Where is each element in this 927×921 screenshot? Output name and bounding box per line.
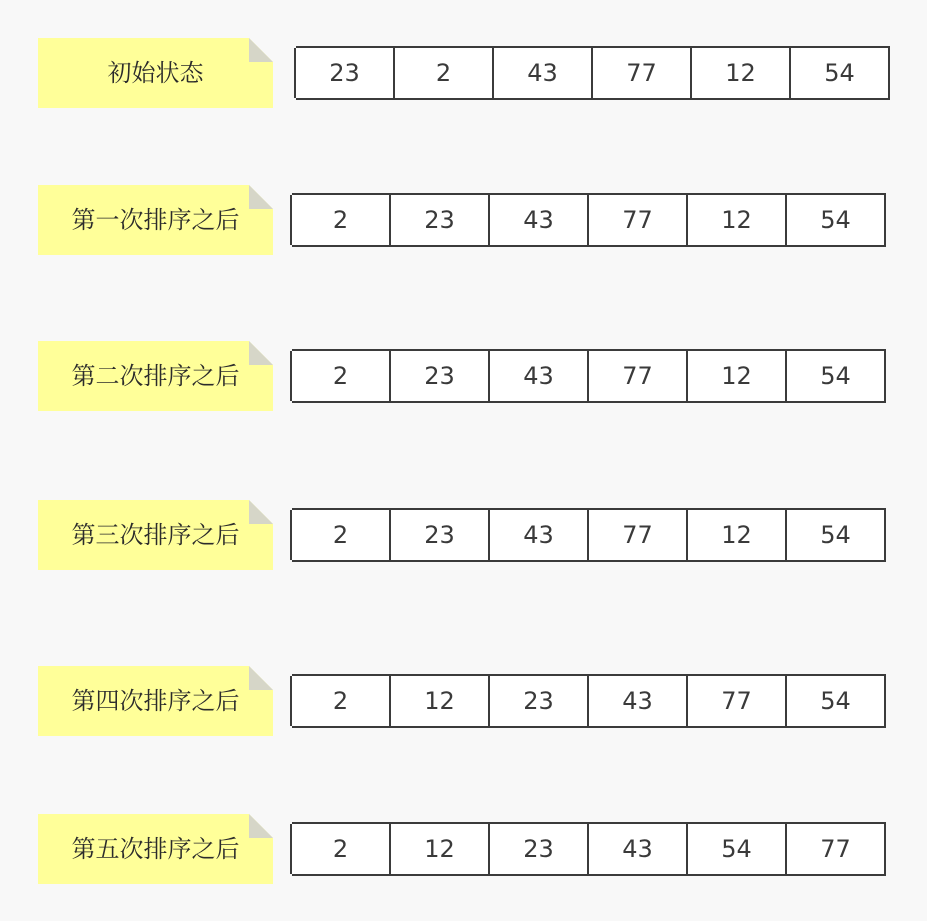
array-cell: 77 <box>688 674 787 728</box>
array-cell: 77 <box>589 193 688 247</box>
array-cells <box>290 676 886 726</box>
array-cell: 23 <box>391 349 490 403</box>
array-cell: 12 <box>692 46 791 100</box>
array-cell: 43 <box>494 46 593 100</box>
stage-row-2 <box>0 341 927 413</box>
array-cell: 12 <box>688 193 787 247</box>
array-cell: 43 <box>589 674 688 728</box>
array-cell: 12 <box>391 822 490 876</box>
stage-label: 第三次排序之后 <box>71 521 240 549</box>
array-cell: 77 <box>787 822 886 876</box>
array-cells <box>290 195 886 245</box>
array-cell: 2 <box>292 193 391 247</box>
array-cell: 23 <box>490 822 589 876</box>
array-cell: 43 <box>490 508 589 562</box>
array-cell: 77 <box>589 508 688 562</box>
array-cell: 54 <box>787 349 886 403</box>
stage-label: 第五次排序之后 <box>71 835 240 863</box>
array-cell: 43 <box>589 822 688 876</box>
stage-row-0 <box>0 38 927 110</box>
array-cell: 2 <box>292 822 391 876</box>
array-cell: 54 <box>688 822 787 876</box>
array-cell: 54 <box>787 193 886 247</box>
stage-row-3 <box>0 500 927 572</box>
array-cell: 54 <box>787 508 886 562</box>
array-cell: 2 <box>292 349 391 403</box>
array-cell: 23 <box>296 46 395 100</box>
array-cell: 12 <box>688 508 787 562</box>
array-cell: 2 <box>395 46 494 100</box>
array-cell: 23 <box>490 674 589 728</box>
array-cell: 77 <box>589 349 688 403</box>
array-cell: 43 <box>490 349 589 403</box>
array-cell: 12 <box>688 349 787 403</box>
array-cell: 54 <box>787 674 886 728</box>
stage-row-5 <box>0 814 927 886</box>
stage-label: 第一次排序之后 <box>71 206 240 234</box>
array-cells <box>290 510 886 560</box>
stage-label: 第四次排序之后 <box>71 687 240 715</box>
stage-label: 初始状态 <box>107 59 204 87</box>
stage-row-4 <box>0 666 927 738</box>
array-cell: 23 <box>391 508 490 562</box>
array-cells <box>294 48 890 98</box>
stage-label: 第二次排序之后 <box>71 362 240 390</box>
array-cell: 77 <box>593 46 692 100</box>
array-cell: 2 <box>292 508 391 562</box>
array-cell: 54 <box>791 46 890 100</box>
array-cell: 12 <box>391 674 490 728</box>
array-cells <box>290 351 886 401</box>
array-cell: 2 <box>292 674 391 728</box>
array-cells <box>290 824 886 874</box>
array-cell: 23 <box>391 193 490 247</box>
stage-row-1 <box>0 185 927 257</box>
array-cell: 43 <box>490 193 589 247</box>
